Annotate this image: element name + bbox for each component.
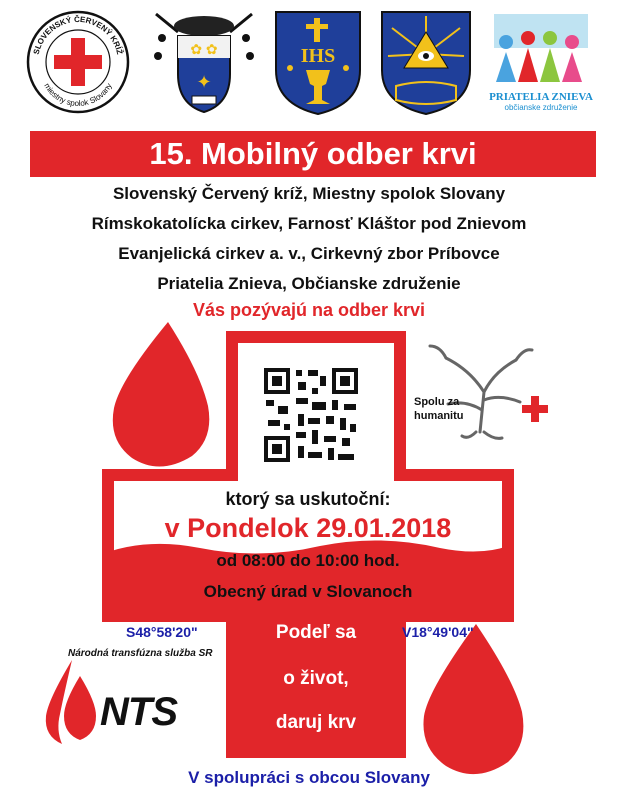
longitude-text: V18°49'04": [402, 624, 474, 640]
page-title: 15. Mobilný odber krvi: [30, 131, 596, 177]
event-date: v Pondelok 29.01.2018: [164, 513, 452, 543]
src-circle-bottom-text: miestny spolok Slovany: [42, 81, 114, 109]
latitude-text: S48°58'20": [126, 624, 198, 640]
priatelia-name: PRIATELIA ZNIEVA: [489, 91, 593, 103]
footer-text: V spolupráci s obcou Slovany: [188, 768, 430, 787]
svg-text:✦: ✦: [196, 72, 212, 92]
red-crescent-icon: [564, 396, 578, 424]
blood-drop-left: [113, 322, 209, 467]
src-circle-top-text: SLOVENSKÝ ČERVENÝ KRÍŽ: [31, 14, 125, 56]
organizer-line: Evanjelická cirkev a. v., Cirkevný zbor Príbovce: [118, 244, 500, 263]
svg-text:✿ ✿: ✿ ✿: [190, 41, 218, 57]
svg-text:IHS: IHS: [300, 45, 336, 67]
nts-caption: Národná transfúzna služba SR: [68, 648, 213, 659]
event-time: od 08:00 do 10:00 hod.: [216, 551, 400, 570]
spolu-za-humanitu-label: Spolu za humanitu: [414, 396, 464, 422]
organizer-line: Slovenský Červený kríž, Miestny spolok Slovany: [112, 184, 506, 203]
nts-drop-icon-2: [64, 676, 96, 740]
priatelia-sub: občianske združenie: [504, 103, 578, 112]
event-intro: ktorý sa uskutoční:: [225, 489, 391, 509]
slogan-line: daruj krv: [275, 712, 357, 733]
organizer-line: Rímskokatolícka cirkev, Farnosť Kláštor pod Znievom: [91, 214, 527, 233]
qr-code: [262, 366, 360, 464]
humanity-tree-icon: [430, 346, 532, 438]
blood-drop-right: [423, 624, 523, 774]
nts-logo-text: NTS: [100, 690, 177, 734]
slogan-line: Podeľ sa: [275, 622, 357, 643]
slogan-line: o život,: [283, 668, 349, 689]
event-place: Obecný úrad v Slovanoch: [203, 582, 413, 601]
small-red-cross-h: [522, 405, 548, 413]
organizer-line: Priatelia Znieva, Občianske združenie: [157, 274, 461, 293]
invitation-text: Vás pozývajú na odber krvi: [192, 300, 426, 320]
